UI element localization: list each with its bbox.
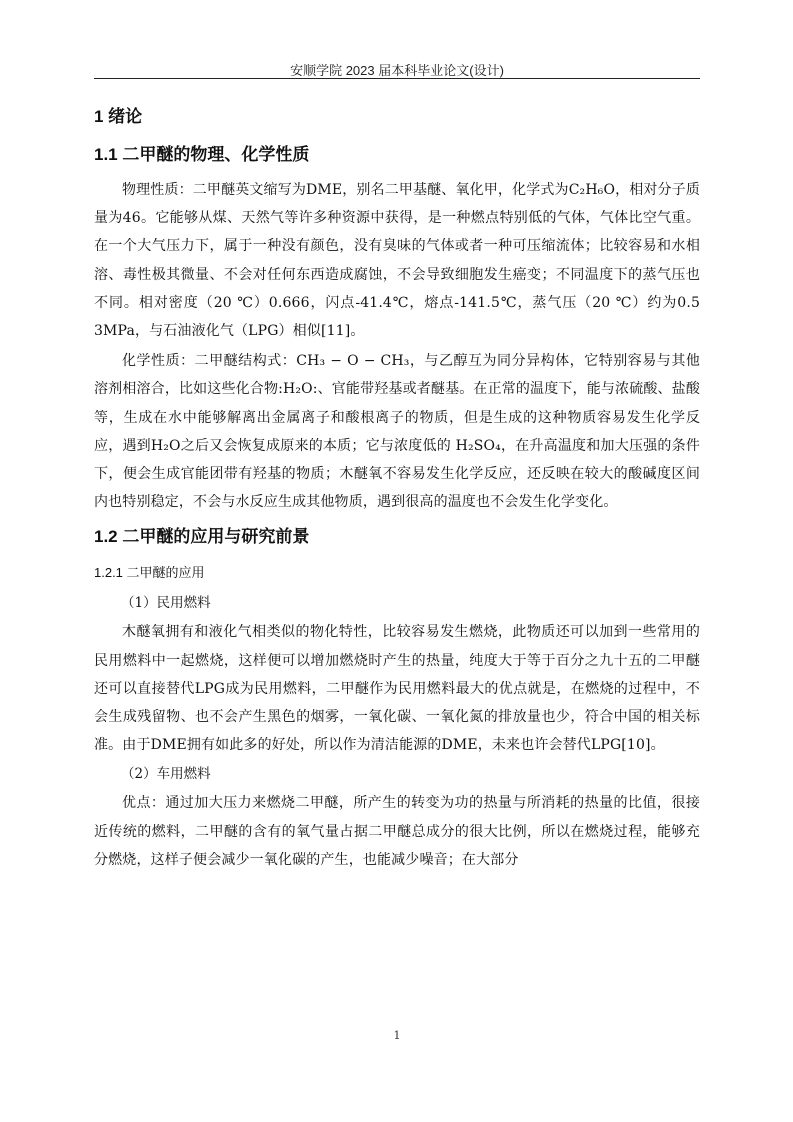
subsection-title-1-2-1: 1.2.1 二甲醚的应用 [94, 565, 205, 581]
paragraph-vehicle-fuel: 优点：通过加大压力来燃烧二甲醚，所产生的转变为功的热量与所消耗的热量的比值，很接近传统的燃料，二甲醚的含有的氧气量占据二甲醚总成分的很大比例，所以在燃烧过程，能够充分燃烧，这样子便会减少一氧化碳的产生，也能减少噪音；在大部分 [94, 795, 700, 868]
document-body [94, 100, 700, 874]
page-number: 1 [393, 1029, 401, 1042]
section-title-1-1: 1.1 二甲醚的物理、化学性质 [94, 145, 310, 164]
section-title-1-2: 1.2 二甲醚的应用与研究前景 [94, 527, 310, 547]
paragraph-civil-fuel: 木醚氧拥有和液化气相类似的物化特性，比较容易发生燃烧，此物质还可以加到一些常用的民用燃料中一起燃烧，这样便可以增加燃烧时产生的热量，纯度大于等于百分之九十五的二甲醚还可以直接替代LPG成为民用燃料，二甲醚作为民用燃料最大的优点就是，在燃烧的过程中，不会生成残留物、也不会产生黑色的烟雾，一氧化碳、一氧化氮的排放量也少，符合中国的相关标准。由于DME拥有如此多的好处，所以作为清洁能源的DME，未来也许会替代LPG[10]。 [94, 624, 700, 754]
item-title-vehicle-fuel: （2）车用燃料 [121, 766, 211, 783]
chapter-title: 1 绪论 [94, 107, 143, 126]
paragraph-chemical-properties: 化学性质：二甲醚结构式：CH₃ − O − CH₃，与乙醇互为同分异构体，它特别容易与其他溶剂相溶合，比如这些化合物:H₂O:、官能带羟基或者醚基。在正常的温度下，能与浓硫酸、盐酸等，生成在水中能够解离出金属离子和酸根离子的物质，但是生成的这种物质容易发生化学反应，遇到H₂O之后又会恢复成原来的本质；它与浓度低的 H₂SO₄，在升高温度和加大压强的条件下，便会生成官能团带有羟基的物质；木醚氧不容易发生化学反应，还反映在较大的酸碱度区间内也特别稳定，不会与水反应生成其他物质，遇到很高的温度也不会发生化学变化。 [94, 353, 700, 511]
header-divider [94, 78, 700, 79]
page-header: 安顺学院 2023 届本科毕业论文(设计) [290, 63, 504, 78]
item-title-civil-fuel: （1）民用燃料 [121, 595, 211, 612]
paragraph-physical-properties: 物理性质：二甲醚英文缩写为DME，别名二甲基醚、氧化甲，化学式为C₂H₆O，相对分子质量为46。它能够从煤、天然气等许多种资源中获得，是一种燃点特别低的气体，气体比空气重。在一个大气压力下，属于一种没有颜色，没有臭味的气体或者一种可压缩流体；比较容易和水相溶、毒性极其微量、不会对任何东西造成腐蚀，不会导致细胞发生癌变；不同温度下的蒸气压也不同。相对密度（20 ℃）0.666，闪点-41.4℃，熔点-141.5℃，蒸气压（20 ℃）约为0.5 3MPa，与石油液化气（LPG）相似[11]。 [94, 182, 700, 340]
